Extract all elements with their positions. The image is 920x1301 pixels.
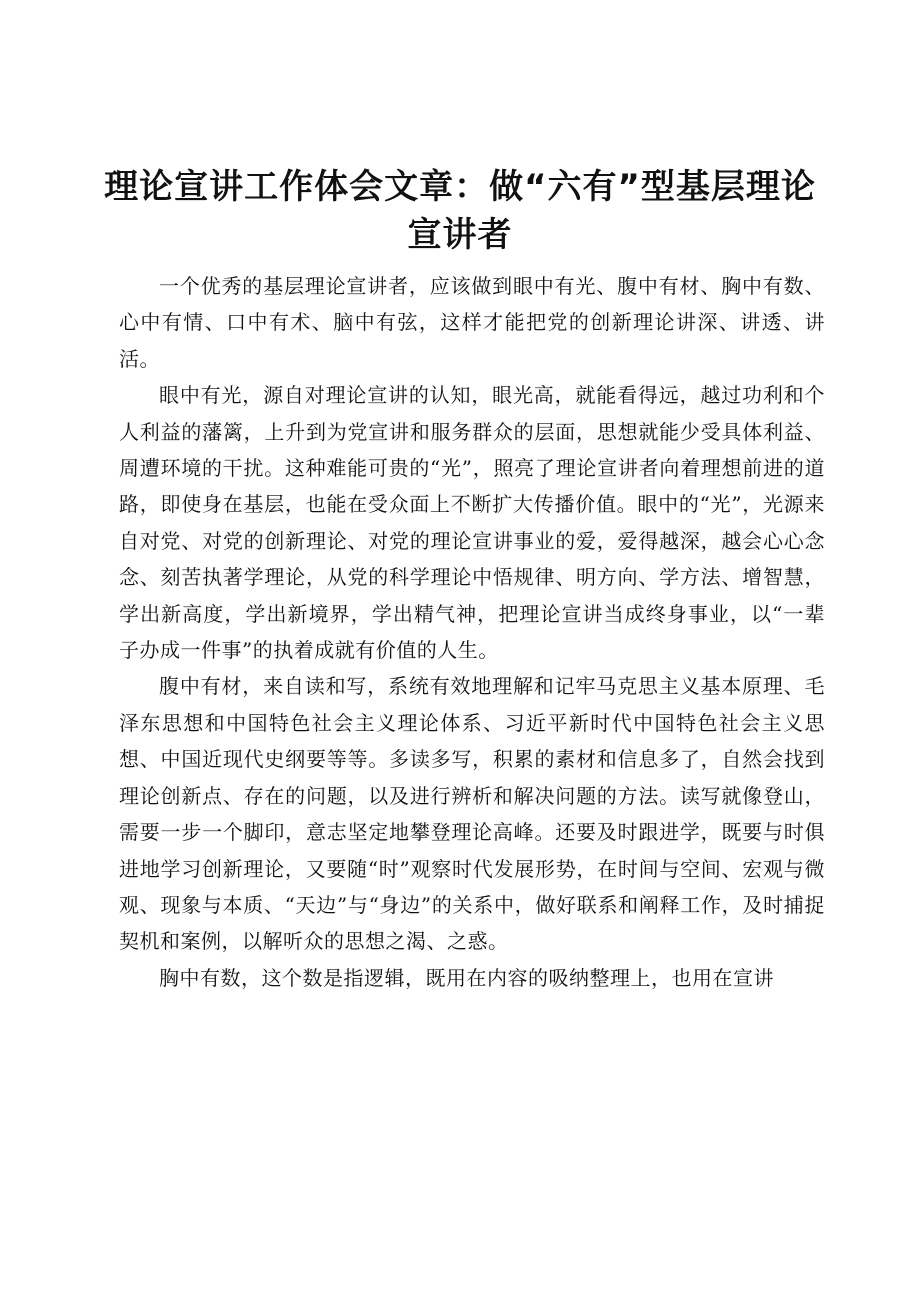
document-title: 理论宣讲工作体会文章：做“六有”型基层理论宣讲者 <box>104 167 816 255</box>
paragraph-belly-talent: 腹中有材，来自读和写，系统有效地理解和记牢马克思主义基本原理、毛泽东思想和中国特色社会主义理论体系、习近平新时代中国特色社会主义思想、中国近现代史纲要等等。多读多写，积累的素材和信息多了，自然会找到理论创新点、存在的问题，以及进行辨析和解决问题的方法。读写就像登山，需要一步一个脚印，意志坚定地攀登理论高峰。还要及时跟进学，既要与时俱进地学习创新理论，又要随“时”观察时代发展形势，在时间与空间、宏观与微观、现象与本质、“天边”与“身边”的关系中，做好联系和阐释工作，及时捕捉契机和案例，以解听众的思想之渴、之惑。 <box>119 674 825 954</box>
paragraph-chest-logic: 胸中有数，这个数是指逻辑，既用在内容的吸纳整理上，也用在宣讲 <box>159 965 774 990</box>
paragraph-eyes-light: 眼中有光，源自对理论宣讲的认知，眼光高，就能看得远，越过功利和个人利益的藩篱，上升到为党宣讲和服务群众的层面，思想就能少受具体利益、周遭环境的干扰。这种难能可贵的“光”，照亮了理论宣讲者向着理想前进的道路，即使身在基层，也能在受众面上不断扩大传播价值。眼中的“光”，光源来自对党、对党的创新理论、对党的理论宣讲事业的爱，爱得越深，越会心心念念、刻苦执著学理论，从党的科学理论中悟规律、明方向、学方法、增智慧，学出新高度，学出新境界，学出精气神，把理论宣讲当成终身事业，以“一辈子办成一件事”的执着成就有价值的人生。 <box>119 383 825 663</box>
document-body <box>119 268 825 996</box>
paragraph-intro: 一个优秀的基层理论宣讲者，应该做到眼中有光、腹中有材、胸中有数、心中有情、口中有术、脑中有弦，这样才能把党的创新理论讲深、讲透、讲活。 <box>119 274 825 371</box>
